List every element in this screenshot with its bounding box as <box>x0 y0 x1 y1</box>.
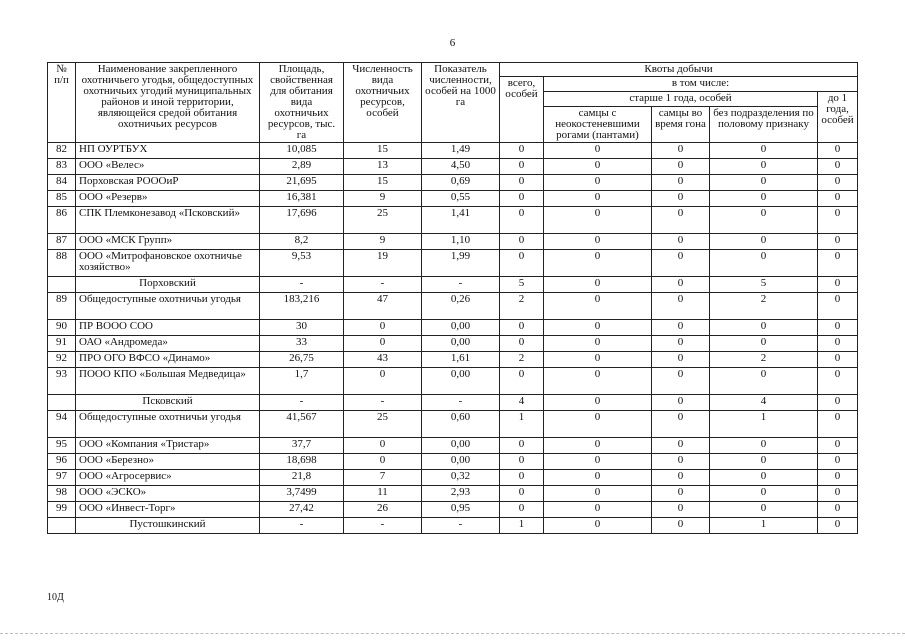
row-density: 4,50 <box>422 159 500 175</box>
row-males-rut: 0 <box>652 395 710 411</box>
row-males-velvet: 0 <box>544 352 652 368</box>
row-males-velvet: 0 <box>544 277 652 293</box>
header-older: старше 1 года, особей <box>544 92 818 107</box>
row-no-sex: 0 <box>710 320 818 336</box>
row-density: 1,99 <box>422 250 500 277</box>
row-males-rut: 0 <box>652 352 710 368</box>
region-subtotal-row <box>48 277 858 293</box>
row-name: ПР ВООО СОО <box>76 320 260 336</box>
row-total: 2 <box>500 352 544 368</box>
row-no-sex: 0 <box>710 486 818 502</box>
row-males-rut: 0 <box>652 320 710 336</box>
row-density: 1,41 <box>422 207 500 234</box>
row-density: 0,55 <box>422 191 500 207</box>
row-area: 10,085 <box>260 143 344 159</box>
row-total: 0 <box>500 143 544 159</box>
row-males-rut: 0 <box>652 175 710 191</box>
row-area: 3,7499 <box>260 486 344 502</box>
row-no-sex: 4 <box>710 395 818 411</box>
row-population: 26 <box>344 502 422 518</box>
row-density: 0,95 <box>422 502 500 518</box>
row-number: 97 <box>48 470 76 486</box>
row-males-velvet: 0 <box>544 320 652 336</box>
row-younger: 0 <box>818 518 858 534</box>
row-younger: 0 <box>818 234 858 250</box>
row-density: 0,32 <box>422 470 500 486</box>
row-number <box>48 518 76 534</box>
row-males-velvet: 0 <box>544 336 652 352</box>
table-row <box>48 175 858 191</box>
row-population: 0 <box>344 438 422 454</box>
row-area: 16,381 <box>260 191 344 207</box>
row-males-velvet: 0 <box>544 368 652 395</box>
row-area: 183,216 <box>260 293 344 320</box>
row-males-velvet: 0 <box>544 175 652 191</box>
row-no-sex: 0 <box>710 159 818 175</box>
table-row <box>48 411 858 438</box>
row-no-sex: 0 <box>710 336 818 352</box>
row-name: Порховский <box>76 277 260 293</box>
row-total: 1 <box>500 518 544 534</box>
page-number: 6 <box>449 37 456 49</box>
header-including: в том числе: <box>544 77 858 92</box>
row-area: 2,89 <box>260 159 344 175</box>
row-total: 0 <box>500 175 544 191</box>
row-males-velvet: 0 <box>544 250 652 277</box>
row-density: 0,69 <box>422 175 500 191</box>
row-density: 2,93 <box>422 486 500 502</box>
row-density: 0,00 <box>422 336 500 352</box>
row-no-sex: 0 <box>710 175 818 191</box>
row-younger: 0 <box>818 454 858 470</box>
row-name: ОАО «Андромеда» <box>76 336 260 352</box>
row-males-rut: 0 <box>652 234 710 250</box>
row-total: 4 <box>500 395 544 411</box>
row-number: 86 <box>48 207 76 234</box>
row-total: 1 <box>500 411 544 438</box>
row-density: 0,00 <box>422 438 500 454</box>
row-population: 15 <box>344 143 422 159</box>
row-no-sex: 0 <box>710 470 818 486</box>
row-name: Общедоступные охотничьи угодья <box>76 293 260 320</box>
row-population: 19 <box>344 250 422 277</box>
row-males-velvet: 0 <box>544 293 652 320</box>
row-younger: 0 <box>818 293 858 320</box>
row-name: ООО «МСК Групп» <box>76 234 260 250</box>
row-younger: 0 <box>818 159 858 175</box>
row-males-velvet: 0 <box>544 159 652 175</box>
row-number: 85 <box>48 191 76 207</box>
table-row <box>48 159 858 175</box>
row-area: 1,7 <box>260 368 344 395</box>
row-total: 0 <box>500 234 544 250</box>
row-density: 1,10 <box>422 234 500 250</box>
row-younger: 0 <box>818 470 858 486</box>
footer-code: 10Д <box>47 592 64 603</box>
row-number: 88 <box>48 250 76 277</box>
row-number <box>48 277 76 293</box>
table-row <box>48 438 858 454</box>
table-row <box>48 486 858 502</box>
row-total: 0 <box>500 454 544 470</box>
row-population: - <box>344 277 422 293</box>
row-number: 95 <box>48 438 76 454</box>
row-males-velvet: 0 <box>544 502 652 518</box>
region-subtotal-row <box>48 518 858 534</box>
row-no-sex: 5 <box>710 277 818 293</box>
row-no-sex: 1 <box>710 411 818 438</box>
row-total: 0 <box>500 486 544 502</box>
row-population: 43 <box>344 352 422 368</box>
table-row <box>48 207 858 234</box>
table-row <box>48 293 858 320</box>
row-name: Порховская РОООиР <box>76 175 260 191</box>
row-number: 92 <box>48 352 76 368</box>
row-no-sex: 0 <box>710 454 818 470</box>
row-population: - <box>344 395 422 411</box>
row-area: 8,2 <box>260 234 344 250</box>
row-younger: 0 <box>818 502 858 518</box>
row-name: ООО «Резерв» <box>76 191 260 207</box>
row-density: 0,26 <box>422 293 500 320</box>
row-younger: 0 <box>818 320 858 336</box>
row-males-velvet: 0 <box>544 191 652 207</box>
row-number: 93 <box>48 368 76 395</box>
row-density: 0,00 <box>422 368 500 395</box>
row-name: ООО «Митрофановское охотничье хозяйство» <box>76 250 260 277</box>
row-number: 82 <box>48 143 76 159</box>
row-no-sex: 2 <box>710 352 818 368</box>
header-total: всего, особей <box>500 77 544 143</box>
row-total: 0 <box>500 470 544 486</box>
quota-table <box>47 62 858 534</box>
row-males-velvet: 0 <box>544 470 652 486</box>
row-density: - <box>422 518 500 534</box>
row-males-velvet: 0 <box>544 454 652 470</box>
row-population: 0 <box>344 336 422 352</box>
row-area: 21,695 <box>260 175 344 191</box>
row-no-sex: 0 <box>710 234 818 250</box>
row-number: 87 <box>48 234 76 250</box>
row-area: 18,698 <box>260 454 344 470</box>
header-name: Наименование закрепленного охотничьего угодья, общедоступных охотничьих угодий муниципальных районов и иной территории, являющейся средой обитания охотничьих ресурсов <box>76 63 260 143</box>
row-density: 0,60 <box>422 411 500 438</box>
row-males-rut: 0 <box>652 277 710 293</box>
row-population: 11 <box>344 486 422 502</box>
row-number: 84 <box>48 175 76 191</box>
table-row <box>48 143 858 159</box>
row-males-velvet: 0 <box>544 395 652 411</box>
row-total: 0 <box>500 502 544 518</box>
quota-table-container <box>47 62 857 534</box>
row-total: 0 <box>500 438 544 454</box>
row-males-rut: 0 <box>652 368 710 395</box>
row-number: 83 <box>48 159 76 175</box>
table-row <box>48 368 858 395</box>
row-population: 0 <box>344 368 422 395</box>
row-population: 9 <box>344 234 422 250</box>
row-total: 5 <box>500 277 544 293</box>
row-younger: 0 <box>818 277 858 293</box>
row-males-rut: 0 <box>652 336 710 352</box>
row-total: 0 <box>500 250 544 277</box>
row-name: НП ОУРТБУХ <box>76 143 260 159</box>
row-younger: 0 <box>818 395 858 411</box>
row-density: 1,49 <box>422 143 500 159</box>
row-no-sex: 0 <box>710 368 818 395</box>
row-no-sex: 0 <box>710 502 818 518</box>
row-younger: 0 <box>818 368 858 395</box>
row-males-velvet: 0 <box>544 486 652 502</box>
table-row <box>48 470 858 486</box>
row-males-rut: 0 <box>652 207 710 234</box>
row-total: 0 <box>500 336 544 352</box>
table-row <box>48 191 858 207</box>
row-density: - <box>422 277 500 293</box>
row-area: 26,75 <box>260 352 344 368</box>
row-name: ПРО ОГО ВФСО «Динамо» <box>76 352 260 368</box>
row-males-rut: 0 <box>652 159 710 175</box>
row-area: - <box>260 518 344 534</box>
row-males-rut: 0 <box>652 411 710 438</box>
row-males-rut: 0 <box>652 438 710 454</box>
row-younger: 0 <box>818 438 858 454</box>
row-total: 0 <box>500 320 544 336</box>
row-younger: 0 <box>818 191 858 207</box>
header-no-sex: без подразделения по половому признаку <box>710 107 818 143</box>
row-area: 41,567 <box>260 411 344 438</box>
row-total: 0 <box>500 368 544 395</box>
row-name: ООО «Велес» <box>76 159 260 175</box>
row-area: 33 <box>260 336 344 352</box>
row-population: 25 <box>344 411 422 438</box>
row-number: 99 <box>48 502 76 518</box>
row-younger: 0 <box>818 250 858 277</box>
row-name: Псковский <box>76 395 260 411</box>
row-population: 15 <box>344 175 422 191</box>
row-area: 27,42 <box>260 502 344 518</box>
row-number: 91 <box>48 336 76 352</box>
table-row <box>48 502 858 518</box>
row-population: 25 <box>344 207 422 234</box>
row-name: СПК Племконезавод «Псковский» <box>76 207 260 234</box>
row-younger: 0 <box>818 411 858 438</box>
header-num: № п/п <box>48 63 76 143</box>
row-no-sex: 0 <box>710 438 818 454</box>
table-row <box>48 250 858 277</box>
table-row <box>48 352 858 368</box>
page-bottom-rule <box>0 633 905 634</box>
row-total: 0 <box>500 207 544 234</box>
table-row <box>48 320 858 336</box>
table-row <box>48 454 858 470</box>
row-males-velvet: 0 <box>544 438 652 454</box>
row-males-rut: 0 <box>652 486 710 502</box>
row-number <box>48 395 76 411</box>
row-males-velvet: 0 <box>544 207 652 234</box>
row-males-rut: 0 <box>652 191 710 207</box>
row-younger: 0 <box>818 175 858 191</box>
row-younger: 0 <box>818 336 858 352</box>
table-row <box>48 336 858 352</box>
row-density: 0,00 <box>422 454 500 470</box>
row-density: 0,00 <box>422 320 500 336</box>
row-area: 37,7 <box>260 438 344 454</box>
header-males-rut: самцы во время гона <box>652 107 710 143</box>
row-younger: 0 <box>818 352 858 368</box>
row-younger: 0 <box>818 486 858 502</box>
row-number: 94 <box>48 411 76 438</box>
row-males-rut: 0 <box>652 470 710 486</box>
row-area: - <box>260 277 344 293</box>
row-no-sex: 2 <box>710 293 818 320</box>
table-header <box>48 63 858 143</box>
row-males-rut: 0 <box>652 454 710 470</box>
header-area: Площадь, свойственная для обитания вида охотничьих ресурсов, тыс. га <box>260 63 344 143</box>
row-no-sex: 0 <box>710 250 818 277</box>
row-no-sex: 0 <box>710 143 818 159</box>
row-number: 90 <box>48 320 76 336</box>
row-population: 7 <box>344 470 422 486</box>
row-total: 2 <box>500 293 544 320</box>
row-population: - <box>344 518 422 534</box>
region-subtotal-row <box>48 395 858 411</box>
row-name: ООО «Агросервис» <box>76 470 260 486</box>
row-population: 9 <box>344 191 422 207</box>
row-no-sex: 0 <box>710 207 818 234</box>
row-total: 0 <box>500 191 544 207</box>
row-name: ООО «ЭСКО» <box>76 486 260 502</box>
row-name: ООО «Инвест-Торг» <box>76 502 260 518</box>
header-younger: до 1 года, особей <box>818 92 858 143</box>
row-males-rut: 0 <box>652 518 710 534</box>
row-number: 89 <box>48 293 76 320</box>
row-males-velvet: 0 <box>544 234 652 250</box>
row-total: 0 <box>500 159 544 175</box>
row-males-rut: 0 <box>652 143 710 159</box>
row-number: 98 <box>48 486 76 502</box>
row-males-velvet: 0 <box>544 518 652 534</box>
row-males-rut: 0 <box>652 250 710 277</box>
row-name: ООО «Березно» <box>76 454 260 470</box>
row-area: - <box>260 395 344 411</box>
header-males-velvet: самцы с неокостеневшими рогами (пантами) <box>544 107 652 143</box>
row-population: 0 <box>344 454 422 470</box>
row-area: 9,53 <box>260 250 344 277</box>
row-name: Пустошкинский <box>76 518 260 534</box>
row-males-rut: 0 <box>652 502 710 518</box>
table-body <box>48 143 858 534</box>
header-density: Показатель численности, особей на 1000 га <box>422 63 500 143</box>
row-name: ПООО КПО «Большая Медведица» <box>76 368 260 395</box>
row-younger: 0 <box>818 143 858 159</box>
row-population: 13 <box>344 159 422 175</box>
row-area: 30 <box>260 320 344 336</box>
row-number: 96 <box>48 454 76 470</box>
row-density: - <box>422 395 500 411</box>
header-quotas: Квоты добычи <box>500 63 858 77</box>
header-population: Численность вида охотничьих ресурсов, особей <box>344 63 422 143</box>
row-name: Общедоступные охотничьи угодья <box>76 411 260 438</box>
row-area: 21,8 <box>260 470 344 486</box>
row-males-velvet: 0 <box>544 143 652 159</box>
row-younger: 0 <box>818 207 858 234</box>
row-area: 17,696 <box>260 207 344 234</box>
row-males-velvet: 0 <box>544 411 652 438</box>
row-no-sex: 0 <box>710 191 818 207</box>
row-density: 1,61 <box>422 352 500 368</box>
table-row <box>48 234 858 250</box>
row-no-sex: 1 <box>710 518 818 534</box>
row-population: 0 <box>344 320 422 336</box>
row-name: ООО «Компания «Тристар» <box>76 438 260 454</box>
row-population: 47 <box>344 293 422 320</box>
row-males-rut: 0 <box>652 293 710 320</box>
